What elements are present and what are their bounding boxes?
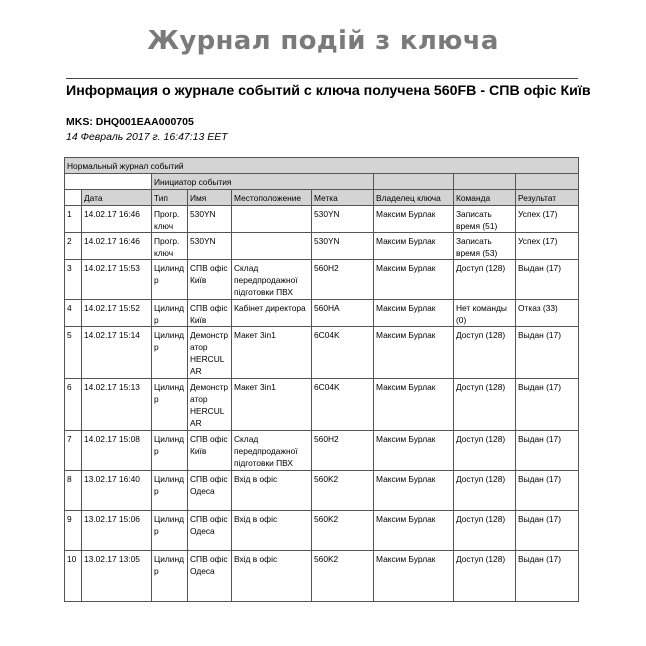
row-name: СПВ офіс Одеса (188, 471, 232, 511)
row-number: 7 (65, 431, 82, 471)
row-tag: 530YN (312, 206, 374, 233)
table-row (65, 511, 579, 551)
column-header-type: Тип (152, 190, 188, 206)
row-tag: 560HA (312, 300, 374, 327)
row-owner: Максим Бурлак (374, 300, 454, 327)
section-title: Нормальный журнал событий (65, 158, 579, 174)
row-owner: Максим Бурлак (374, 511, 454, 551)
column-header-date: Дата (82, 190, 152, 206)
row-date: 14.02.17 15:14 (82, 327, 152, 379)
column-header-location: Местоположение (232, 190, 312, 206)
row-number: 4 (65, 300, 82, 327)
row-owner: Максим Бурлак (374, 327, 454, 379)
row-owner: Максим Бурлак (374, 431, 454, 471)
table-row (65, 379, 579, 431)
row-command: Доступ (128) (454, 511, 516, 551)
row-type: Прогр. ключ (152, 206, 188, 233)
row-location: Кабінет директора (232, 300, 312, 327)
row-date: 14.02.17 15:52 (82, 300, 152, 327)
row-location: Макет 3in1 (232, 379, 312, 431)
row-command: Записать время (53) (454, 233, 516, 260)
row-location: Вхід в офіс (232, 511, 312, 551)
row-name: СПВ офіс Київ (188, 431, 232, 471)
column-header-owner: Владелец ключа (374, 190, 454, 206)
table-row (65, 551, 579, 602)
row-type: Цилиндр (152, 300, 188, 327)
row-date: 13.02.17 13:05 (82, 551, 152, 602)
column-header-result: Результат (516, 190, 579, 206)
group-spacer (454, 174, 516, 190)
row-name: СПВ офіс Київ (188, 260, 232, 300)
table-row (65, 327, 579, 379)
column-header-num (65, 190, 82, 206)
row-number: 1 (65, 206, 82, 233)
row-command: Доступ (128) (454, 431, 516, 471)
column-header-command: Команда (454, 190, 516, 206)
row-owner: Максим Бурлак (374, 233, 454, 260)
row-tag: 560K2 (312, 471, 374, 511)
column-header-name: Имя (188, 190, 232, 206)
row-tag: 560K2 (312, 511, 374, 551)
row-result: Выдан (17) (516, 511, 579, 551)
page-banner-title: Журнал подій з ключа (147, 26, 499, 56)
initiator-group-header: Инициатор события (152, 174, 374, 190)
row-date: 13.02.17 16:40 (82, 471, 152, 511)
row-tag: 560H2 (312, 431, 374, 471)
report-date: 14 Февраль 2017 г. 16:47:13 EET (66, 131, 228, 143)
mks-id: MKS: DHQ001EAA000705 (66, 116, 194, 128)
document-title: Информация о журнале событий с ключа получена 560FB - СПВ офіс Київ (66, 78, 578, 99)
row-location: Вхід в офіс (232, 471, 312, 511)
row-number: 8 (65, 471, 82, 511)
group-spacer (374, 174, 454, 190)
row-result: Выдан (17) (516, 379, 579, 431)
row-result: Выдан (17) (516, 551, 579, 602)
row-command: Записать время (51) (454, 206, 516, 233)
row-owner: Максим Бурлак (374, 260, 454, 300)
row-command: Нет команды (0) (454, 300, 516, 327)
row-date: 14.02.17 15:08 (82, 431, 152, 471)
table-row (65, 300, 579, 327)
row-type: Цилиндр (152, 471, 188, 511)
table-row (65, 260, 579, 300)
row-result: Выдан (17) (516, 260, 579, 300)
row-result: Выдан (17) (516, 471, 579, 511)
row-result: Выдан (17) (516, 431, 579, 471)
row-result: Успех (17) (516, 206, 579, 233)
row-result: Выдан (17) (516, 327, 579, 379)
row-number: 5 (65, 327, 82, 379)
row-location: Склад передпродажної підготовки ПВХ (232, 260, 312, 300)
row-location: Склад передпродажної підготовки ПВХ (232, 431, 312, 471)
row-name: СПВ офіс Одеса (188, 551, 232, 602)
row-owner: Максим Бурлак (374, 551, 454, 602)
row-date: 14.02.17 16:46 (82, 233, 152, 260)
row-number: 3 (65, 260, 82, 300)
row-tag: 530YN (312, 233, 374, 260)
row-command: Доступ (128) (454, 260, 516, 300)
row-location: Макет 3in1 (232, 327, 312, 379)
row-date: 14.02.17 15:53 (82, 260, 152, 300)
event-log-table (64, 157, 579, 602)
row-tag: 6C04K (312, 379, 374, 431)
column-header-row (65, 190, 579, 206)
row-result: Успех (17) (516, 233, 579, 260)
table-row (65, 471, 579, 511)
group-spacer (65, 174, 152, 190)
row-number: 10 (65, 551, 82, 602)
row-owner: Максим Бурлак (374, 206, 454, 233)
row-owner: Максим Бурлак (374, 379, 454, 431)
row-location (232, 233, 312, 260)
row-type: Цилиндр (152, 260, 188, 300)
row-result: Отказ (33) (516, 300, 579, 327)
row-tag: 560H2 (312, 260, 374, 300)
row-type: Цилиндр (152, 551, 188, 602)
row-type: Цилиндр (152, 327, 188, 379)
row-date: 13.02.17 15:06 (82, 511, 152, 551)
row-tag: 6C04K (312, 327, 374, 379)
row-tag: 560K2 (312, 551, 374, 602)
row-date: 14.02.17 15:13 (82, 379, 152, 431)
row-name: СПВ офіс Одеса (188, 511, 232, 551)
group-spacer (516, 174, 579, 190)
row-owner: Максим Бурлак (374, 471, 454, 511)
row-name: СПВ офіс Київ (188, 300, 232, 327)
row-name: Демонстратор HERCULAR (188, 327, 232, 379)
column-header-tag: Метка (312, 190, 374, 206)
row-command: Доступ (128) (454, 327, 516, 379)
row-location: Вхід в офіс (232, 551, 312, 602)
row-command: Доступ (128) (454, 471, 516, 511)
row-command: Доступ (128) (454, 551, 516, 602)
row-type: Цилиндр (152, 511, 188, 551)
row-name: 530YN (188, 206, 232, 233)
row-command: Доступ (128) (454, 379, 516, 431)
row-date: 14.02.17 16:46 (82, 206, 152, 233)
row-number: 2 (65, 233, 82, 260)
row-number: 9 (65, 511, 82, 551)
row-name: 530YN (188, 233, 232, 260)
row-type: Цилиндр (152, 431, 188, 471)
row-type: Цилиндр (152, 379, 188, 431)
row-type: Прогр. ключ (152, 233, 188, 260)
table-row (65, 233, 579, 260)
row-location (232, 206, 312, 233)
table-row (65, 206, 579, 233)
table-row (65, 431, 579, 471)
row-number: 6 (65, 379, 82, 431)
row-name: Демонстратор HERCULAR (188, 379, 232, 431)
